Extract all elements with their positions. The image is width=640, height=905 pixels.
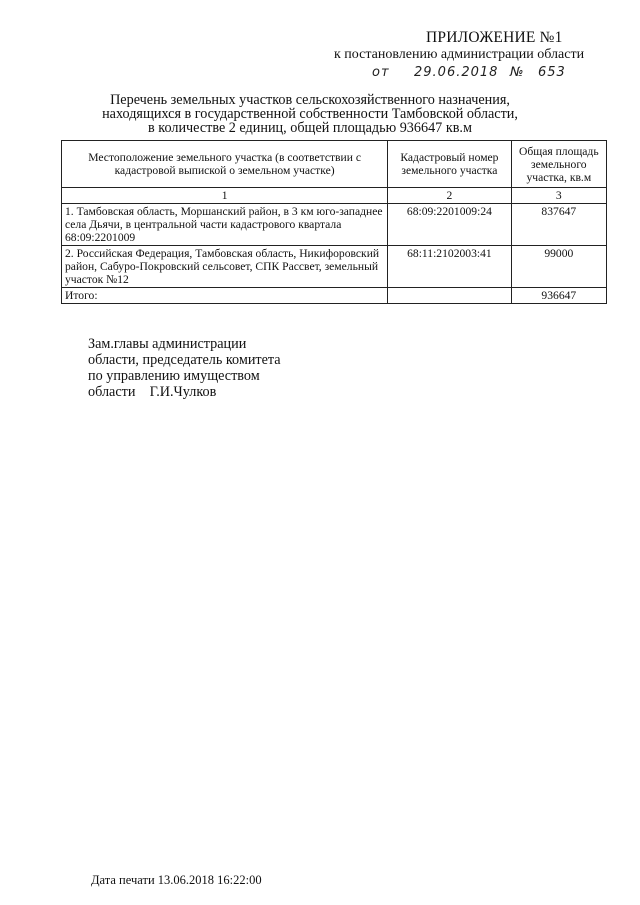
heading-line-2: находящихся в государственной собственности Тамбовской области, (102, 106, 518, 122)
signature-line-4: области Г.И.Чулков (88, 384, 217, 400)
signature-line-3: по управлению имуществом (88, 368, 260, 384)
total-label: Итого: (62, 288, 388, 304)
handwritten-date: 29.06.2018 (414, 65, 499, 80)
total-row (62, 288, 607, 304)
print-date: Дата печати 13.06.2018 16:22:00 (91, 873, 262, 887)
row-location: 1. Тамбовская область, Моршанский район, в 3 км юго-западнее села Дьячи, в центральной части кадастрового квартала 68:09:2201009 (62, 204, 388, 246)
table-row (62, 246, 607, 288)
row-cadastral: 68:11:2102003:41 (388, 246, 511, 288)
header-area: Общая площадь земельного участка, кв.м (511, 141, 606, 188)
row-location: 2. Российская Федерация, Тамбовская область, Никифоровский район, Сабуро-Покровский сельсовет, СПК Рассвет, земельный участок №12 (62, 246, 388, 288)
total-empty-cell (388, 288, 511, 304)
date-prefix: от (372, 65, 390, 80)
document-heading (60, 93, 560, 135)
signature-line-1: Зам.главы администрации (88, 336, 247, 352)
appendix-subtitle: к постановлению администрации области (334, 47, 585, 62)
appendix-title: ПРИЛОЖЕНИЕ №1 (426, 29, 563, 46)
signature-line-2: области, председатель комитета (88, 352, 281, 368)
header-location: Местоположение земельного участка (в соответствии с кадастровой выпиской о земельном участке) (62, 141, 388, 188)
row-area: 837647 (511, 204, 606, 246)
column-number-1: 1 (62, 188, 388, 204)
table-header-row (62, 141, 607, 188)
total-value: 936647 (511, 288, 606, 304)
parcels-table (61, 140, 607, 304)
column-number-row (62, 188, 607, 204)
row-cadastral: 68:09:2201009:24 (388, 204, 511, 246)
header-cadastral: Кадастровый номер земельного участка (388, 141, 511, 188)
signature-block (88, 336, 281, 400)
table-row (62, 204, 607, 246)
heading-line-1: Перечень земельных участков сельскохозяйственного назначения, (110, 92, 510, 108)
column-number-2: 2 (388, 188, 511, 204)
heading-line-3: в количестве 2 единиц, общей площадью 936647 кв.м (148, 120, 472, 136)
row-area: 99000 (511, 246, 606, 288)
number-prefix: № (510, 65, 525, 80)
handwritten-number: 653 (538, 65, 566, 80)
column-number-3: 3 (511, 188, 606, 204)
